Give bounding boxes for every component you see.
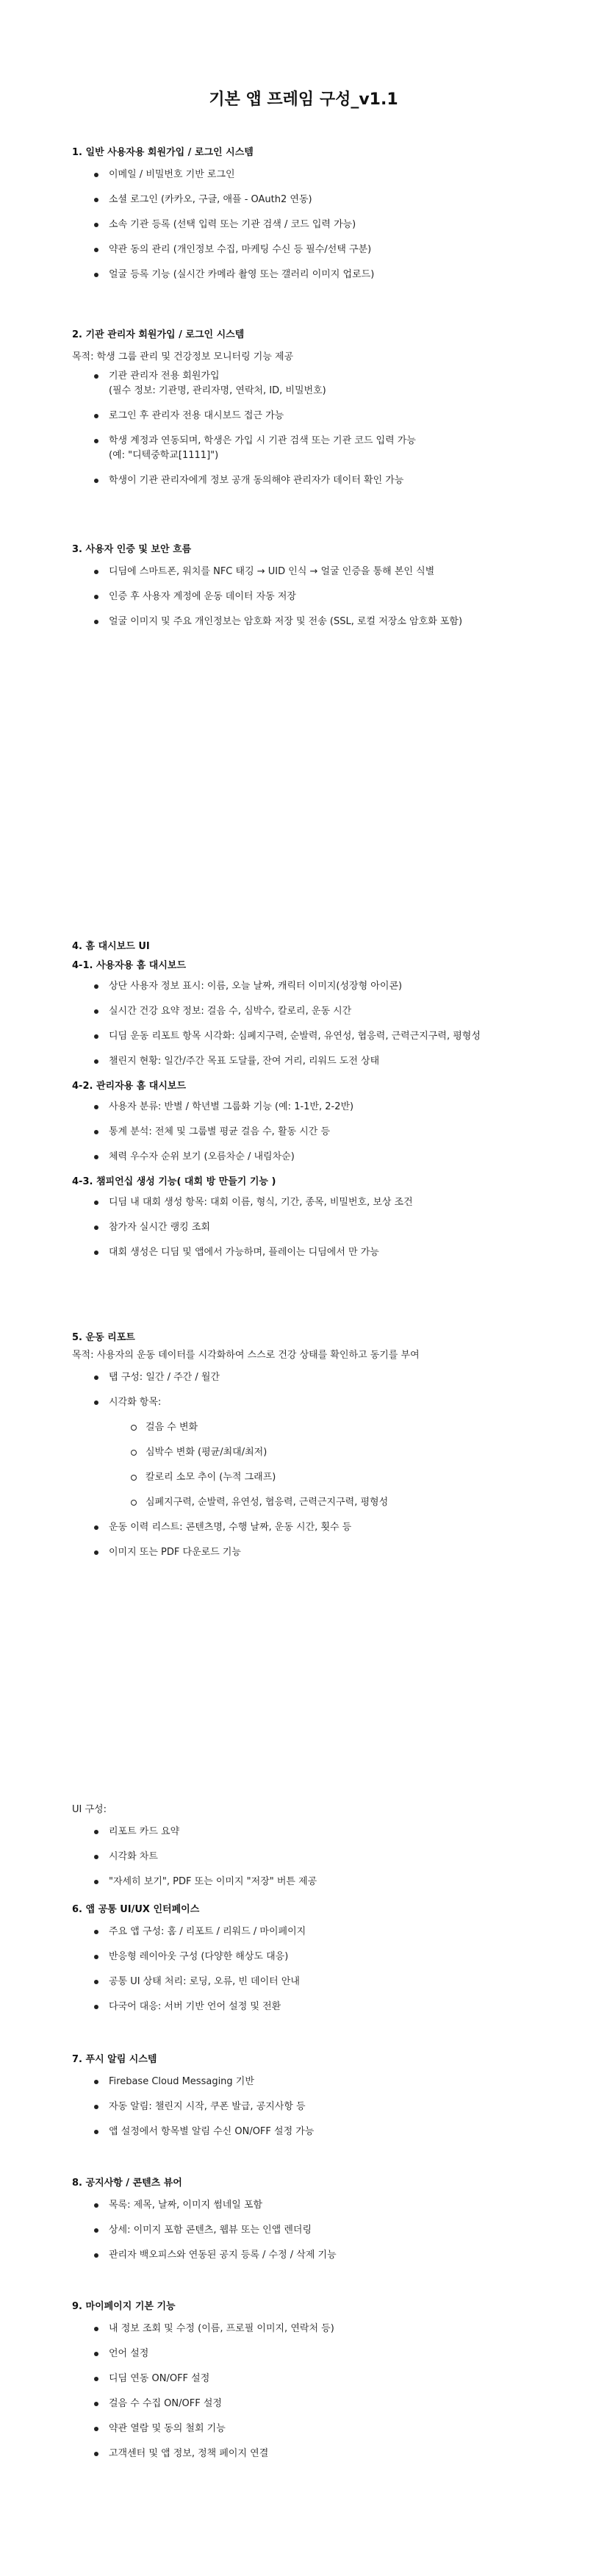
list-item: 반응형 레이아웃 구성 (다양한 해상도 대응) (72, 1950, 572, 1964)
list-item: 디딤 내 대회 생성 항목: 대회 이름, 형식, 기간, 종목, 비밀번호, 보상 조건 (72, 1195, 572, 1210)
list-item: 사용자 분류: 반별 / 학년별 그룹화 기능 (예: 1-1반, 2-2반) (72, 1100, 572, 1115)
list-item: 체력 우수자 순위 보기 (오름차순 / 내림차순) (72, 1150, 572, 1164)
list-item: 목록: 제목, 날짜, 이미지 썸네일 포함 (72, 2198, 572, 2213)
list-item: 운동 이력 리스트: 콘텐츠명, 수행 날짜, 운동 시간, 횟수 등 (72, 1520, 572, 1535)
bullet-list (72, 2198, 572, 2263)
section-4 (72, 940, 572, 1270)
bullet-list (72, 1520, 572, 1560)
subsection-heading: 4-2. 관리자용 홈 대시보드 (72, 1081, 187, 1092)
list-item: 내 정보 조회 및 수정 (이름, 프로필 이미지, 연락처 등) (72, 2322, 572, 2336)
list-item: 시각화 차트 (72, 1850, 572, 1864)
bullet-list (72, 2322, 572, 2461)
section-description: 목적: 학생 그룹 관리 및 건강정보 모니터링 기능 제공 (72, 351, 294, 362)
list-item-line: 기관 관리자 전용 회원가입 (109, 371, 220, 382)
list-item: 얼굴 이미지 및 주요 개인정보는 암호화 저장 및 전송 (SSL, 로컬 저장소 암호화 포함) (72, 615, 572, 629)
list-item: 상단 사용자 정보 표시: 이름, 오늘 날짜, 캐릭터 이미지(성장형 아이콘) (72, 979, 572, 994)
list-item: 챌린지 현황: 일간/주간 목표 도달률, 잔여 거리, 리워드 도전 상태 (72, 1054, 572, 1069)
ui-composition (72, 1803, 572, 1900)
list-item: 디딤에 스마트폰, 워치를 NFC 태깅 → UID 인식 → 얼굴 인증을 통해 본인 식별 (72, 565, 572, 579)
list-item: 시각화 항목: (72, 1395, 572, 1410)
sub-list-item: 칼로리 소모 추이 (누적 그래프) (72, 1470, 572, 1485)
document-title: 기본 앱 프레임 구성_v1.1 (209, 90, 398, 109)
bullet-list (72, 979, 572, 1069)
sub-bullet-list (72, 1420, 572, 1510)
list-item: 디딤 연동 ON/OFF 설정 (72, 2372, 572, 2386)
section-9 (72, 2300, 572, 2472)
list-item: 고객센터 및 앱 정보, 정책 페이지 연결 (72, 2447, 572, 2461)
section-2 (72, 328, 572, 498)
list-item: 관리자 백오피스와 연동된 공지 등록 / 수정 / 삭제 기능 (72, 2248, 572, 2263)
list-item: 다국어 대응: 서버 기반 언어 설정 및 전환 (72, 2000, 572, 2014)
list-item-line: (필수 정보: 기관명, 관리자명, 연락처, ID, 비밀번호) (109, 385, 326, 396)
bullet-list (72, 1195, 572, 1260)
list-item: Firebase Cloud Messaging 기반 (72, 2075, 572, 2089)
section-heading: 8. 공지사항 / 콘텐츠 뷰어 (72, 2178, 182, 2189)
list-item: 디딤 운동 리포트 항목 시각화: 심폐지구력, 순발력, 유연성, 협응력, 근력근지구력, 평형성 (72, 1029, 572, 1044)
list-item: 상세: 이미지 포함 콘텐츠, 웹뷰 또는 인앱 렌더링 (72, 2223, 572, 2238)
bullet-list (72, 2075, 572, 2139)
section-6 (72, 1903, 572, 2025)
list-item: 소셜 로그인 (카카오, 구글, 애플 - OAuth2 연동) (72, 193, 572, 207)
section-heading: 4. 홈 대시보드 UI (72, 941, 150, 952)
list-item: 인증 후 사용자 계정에 운동 데이터 자동 저장 (72, 590, 572, 604)
list-item: 이미지 또는 PDF 다운로드 기능 (72, 1545, 572, 1560)
ui-composition-label: UI 구성: (72, 1804, 107, 1815)
section-heading: 3. 사용자 인증 및 보안 흐름 (72, 544, 192, 555)
subsection-heading: 4-3. 챔피언십 생성 기능( 대회 방 만들기 기능 ) (72, 1176, 276, 1187)
list-item: 언어 설정 (72, 2347, 572, 2361)
bullet-list (72, 1370, 572, 1410)
list-item-line: 학생 계정과 연동되며, 학생은 가입 시 기관 검색 또는 기관 코드 입력 가능 (109, 435, 416, 446)
list-item: 로그인 후 관리자 전용 대시보드 접근 가능 (72, 409, 572, 423)
sub-list-item: 심폐지구력, 순발력, 유연성, 협응력, 근력근지구력, 평형성 (72, 1495, 572, 1510)
list-item: 실시간 건강 요약 정보: 걸음 수, 심박수, 칼로리, 운동 시간 (72, 1004, 572, 1019)
list-item (72, 434, 572, 463)
section-8 (72, 2176, 572, 2273)
list-item: 약관 동의 관리 (개인정보 수집, 마케팅 수신 등 필수/선택 구분) (72, 243, 572, 257)
list-item: 참가자 실시간 랭킹 조회 (72, 1220, 572, 1235)
list-item: 통계 분석: 전체 및 그룹별 평균 걸음 수, 활동 시간 등 (72, 1125, 572, 1139)
list-item: 소속 기관 등록 (선택 입력 또는 기관 검색 / 코드 입력 가능) (72, 218, 572, 232)
list-item: 얼굴 등록 기능 (실시간 카메라 촬영 또는 갤러리 이미지 업로드) (72, 268, 572, 282)
list-item: 약관 열람 및 동의 철회 기능 (72, 2422, 572, 2436)
list-item: 리포트 카드 요약 (72, 1825, 572, 1839)
sub-list-item: 심박수 변화 (평균/최대/최저) (72, 1445, 572, 1460)
list-item: 자동 알림: 챌린지 시작, 쿠폰 발급, 공지사항 등 (72, 2100, 572, 2114)
section-heading: 1. 일반 사용자용 회원가입 / 로그인 시스템 (72, 147, 254, 158)
list-item: 대회 생성은 디딤 및 앱에서 가능하며, 플레이는 디딤에서 만 가능 (72, 1245, 572, 1260)
bullet-list (72, 1100, 572, 1164)
section-heading: 7. 푸시 알림 시스템 (72, 2054, 157, 2065)
list-item: 주요 앱 구성: 홈 / 리포트 / 리워드 / 마이페이지 (72, 1925, 572, 1939)
list-item: 걸음 수 수집 ON/OFF 설정 (72, 2397, 572, 2411)
section-5 (72, 1331, 572, 1570)
section-heading: 9. 마이페이지 기본 기능 (72, 2301, 176, 2312)
bullet-list (72, 565, 572, 629)
list-item: 앱 설정에서 항목별 알림 수신 ON/OFF 설정 가능 (72, 2125, 572, 2139)
list-item: 학생이 기관 관리자에게 정보 공개 동의해야 관리자가 데이터 확인 가능 (72, 473, 572, 488)
list-item: "자세히 보기", PDF 또는 이미지 "저장" 버튼 제공 (72, 1875, 572, 1889)
sub-list-item: 걸음 수 변화 (72, 1420, 572, 1435)
bullet-list (72, 1925, 572, 2014)
section-1 (72, 146, 572, 293)
list-item: 이메일 / 비밀번호 기반 로그인 (72, 168, 572, 182)
list-item: 탭 구성: 일간 / 주간 / 월간 (72, 1370, 572, 1385)
bullet-list (72, 1825, 572, 1889)
list-item: 공통 UI 상태 처리: 로딩, 오류, 빈 데이터 안내 (72, 1975, 572, 1989)
subsection-heading: 4-1. 사용자용 홈 대시보드 (72, 960, 187, 971)
section-heading: 2. 기관 관리자 회원가입 / 로그인 시스템 (72, 329, 245, 340)
section-3 (72, 543, 572, 640)
section-7 (72, 2053, 572, 2150)
section-heading: 6. 앱 공통 UI/UX 인터페이스 (72, 1904, 200, 1915)
list-item (72, 369, 572, 398)
list-item-line: (예: "디텍중학교[1111]") (109, 450, 219, 461)
section-description: 목적: 사용자의 운동 데이터를 시각화하여 스스로 건강 상태를 확인하고 동기를 부여 (72, 1350, 420, 1361)
section-heading: 5. 운동 리포트 (72, 1332, 135, 1343)
bullet-list (72, 369, 572, 488)
bullet-list (72, 168, 572, 282)
